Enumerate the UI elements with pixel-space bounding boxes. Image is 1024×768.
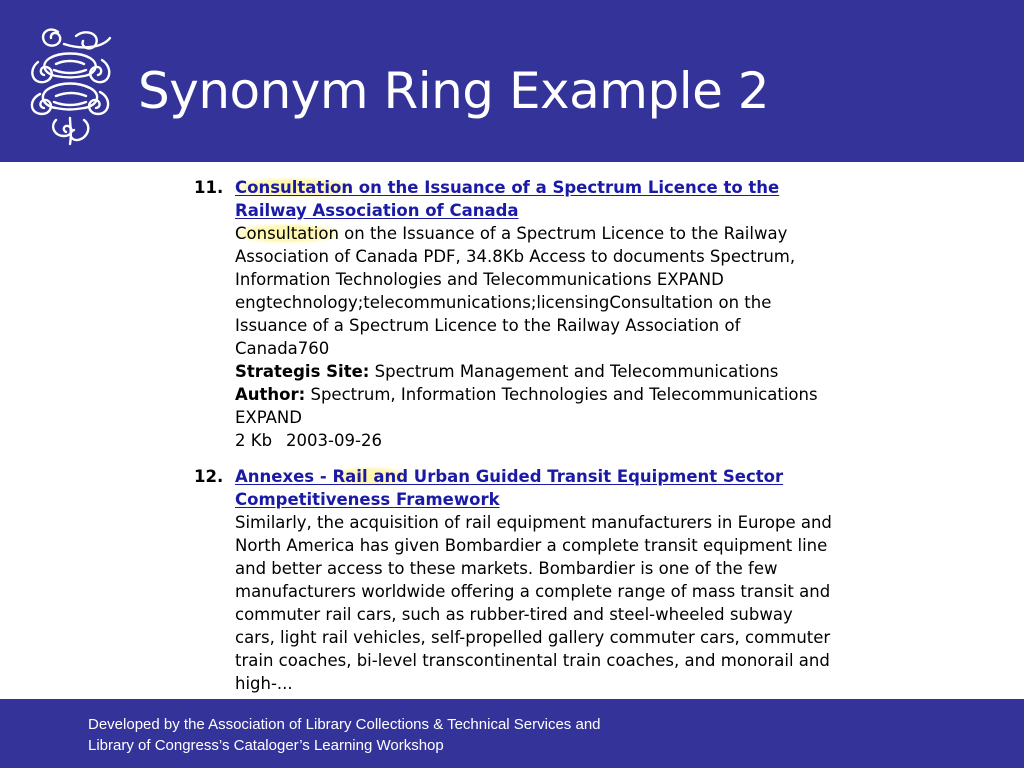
search-result: [194, 176, 834, 452]
search-results: [194, 176, 834, 695]
result-snippet: Similarly, the acquisition of rail equipment manufacturers in Europe and North America has given Bombardier a complete transit equipment line and better access to these markets. Bombardier is one of the few manufacturers worldwide offering a complete range of mass transit and commuter rail cars, such as rubber-tired and steel-wheeled subway cars, light rail vehicles, self-propelled gallery commuter cars, commuter train coaches, bi-level transcontinental train coaches, and monorail and high-...: [235, 513, 832, 693]
slide-footer: [0, 699, 1024, 768]
decorative-flourish-icon: [20, 22, 120, 147]
result-site: Strategis Site: Spectrum Management and Telecommunications: [235, 362, 779, 381]
result-meta: [235, 429, 834, 452]
highlighted-term: Consultation: [235, 224, 339, 243]
slide-header: [0, 0, 1024, 162]
result-author: Author: Spectrum, Information Technologies and Telecommunications EXPAND: [235, 385, 818, 427]
result-title-link[interactable]: Consultation on the Issuance of a Spectrum Licence to the Railway Association of Canada: [235, 178, 780, 220]
result-date: 2003-09-26: [286, 431, 382, 450]
footer-credit: Developed by the Association of Library Collections & Technical Services and Library of Congress’s Cataloger’s Learning Workshop: [88, 716, 601, 754]
result-number: 12.: [194, 467, 224, 486]
result-snippet: Consultation on the Issuance of a Spectrum Licence to the Railway Association of Canada PDF, 34.8Kb Access to documents Spectrum, Information Technologies and Telecommunications EXPAND engtechnology;telecommunications;licensingConsultation on the Issuance of a Spectrum Licence to the Railway Association of Canada760: [235, 224, 796, 358]
slide-title: Synonym Ring Example 2: [138, 62, 770, 120]
result-size: 2 Kb: [235, 431, 273, 450]
search-result: [194, 465, 834, 695]
result-title-link[interactable]: Annexes - Rail and Urban Guided Transit Equipment Sector Competitiveness Framework: [235, 467, 784, 509]
highlighted-term: Rail and: [332, 467, 409, 486]
result-number: 11.: [194, 178, 224, 197]
highlighted-term: Consultation: [235, 178, 354, 197]
